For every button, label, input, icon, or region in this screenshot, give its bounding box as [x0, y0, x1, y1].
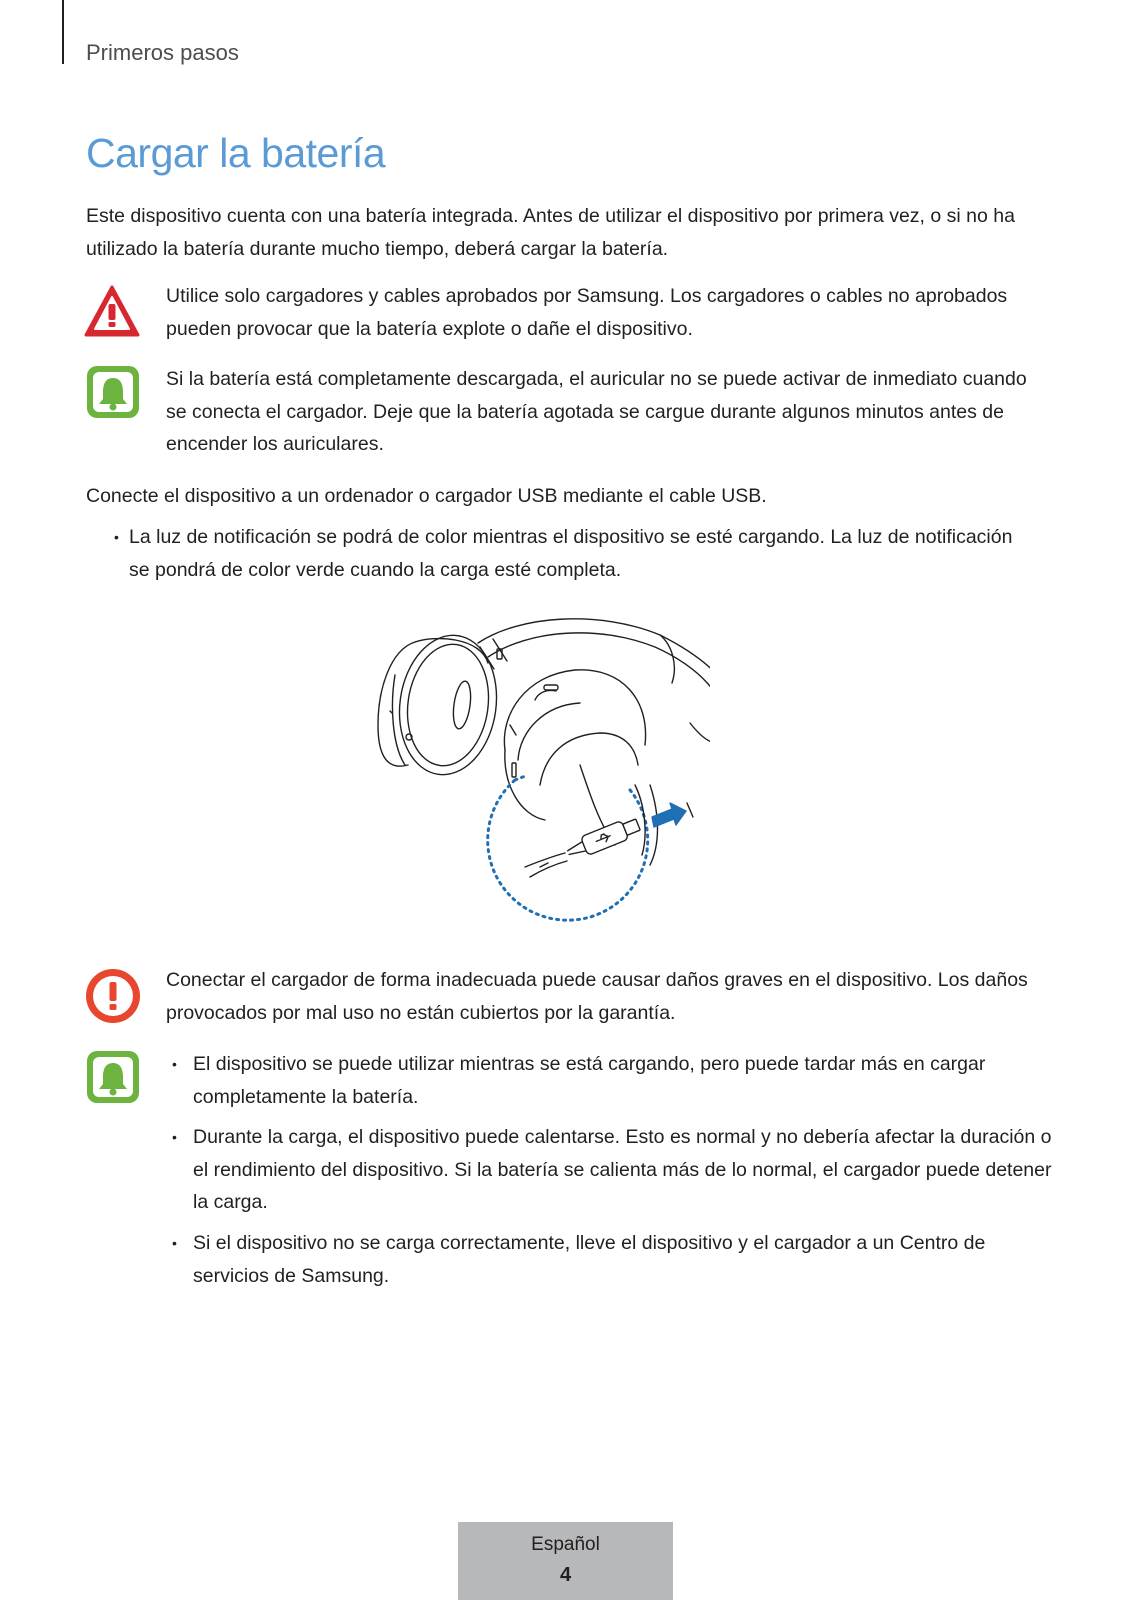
warning-text: Utilice solo cargadores y cables aprobados por Samsung. Los cargadores o cables no aprobados pueden provocar que la batería explote o dañe el dispositivo.: [166, 285, 1008, 340]
headphone-charging-illustration: [360, 605, 710, 935]
note-text: Si la batería está completamente descargada, el auricular no se puede activar de inmediato cuando se conecta el cargador. Deje que la batería agotada se cargue durante algunos minutos antes de encender los auriculares.: [166, 368, 1027, 455]
bell-note-icon: [86, 365, 140, 419]
note-bullet-2: Durante la carga, el dispositivo puede calentarse. Esto es normal y no debería afectar la duración o el rendimiento del dispositivo. Si la batería se calienta más de lo normal, el cargador puede detener la carga.: [193, 1126, 1052, 1213]
bullet-notification-light: La luz de notificación se podrá de color mientras el dispositivo se esté cargando. La luz de notificación se pondrá de color verde cuando la carga esté completa.: [129, 526, 1013, 581]
caution-circle-icon: [85, 968, 141, 1024]
note-bullet-1: El dispositivo se puede utilizar mientras se está cargando, pero puede tardar más en cargar completamente la batería.: [193, 1053, 986, 1108]
bell-note-icon: [86, 1050, 140, 1104]
caution-text: Conectar el cargador de forma inadecuada puede causar daños graves en el dispositivo. Los daños provocados por mal uso no están cubiertos por la garantía.: [166, 969, 1028, 1024]
note-bullet-3: Si el dispositivo no se carga correctamente, lleve el dispositivo y el cargador a un Centro de servicios de Samsung.: [193, 1232, 986, 1287]
intro-paragraph: Este dispositivo cuenta con una batería integrada. Antes de utilizar el dispositivo por primera vez, o si no ha utilizado la batería durante mucho tiempo, deberá cargar la batería.: [86, 205, 1015, 260]
bullet-marker: •: [172, 1056, 177, 1072]
bullet-marker: •: [114, 529, 119, 545]
bullet-marker: •: [172, 1129, 177, 1145]
section-header: Primeros pasos: [86, 40, 239, 65]
warning-triangle-icon: [84, 284, 140, 340]
page-title: Cargar la batería: [86, 130, 386, 176]
margin-rule: [62, 0, 64, 64]
connect-paragraph: Conecte el dispositivo a un ordenador o cargador USB mediante el cable USB.: [86, 485, 767, 507]
bullet-marker: •: [172, 1235, 177, 1251]
footer-language: Español: [531, 1534, 600, 1555]
page-footer: [458, 1522, 673, 1600]
page-number: 4: [559, 1564, 572, 1586]
